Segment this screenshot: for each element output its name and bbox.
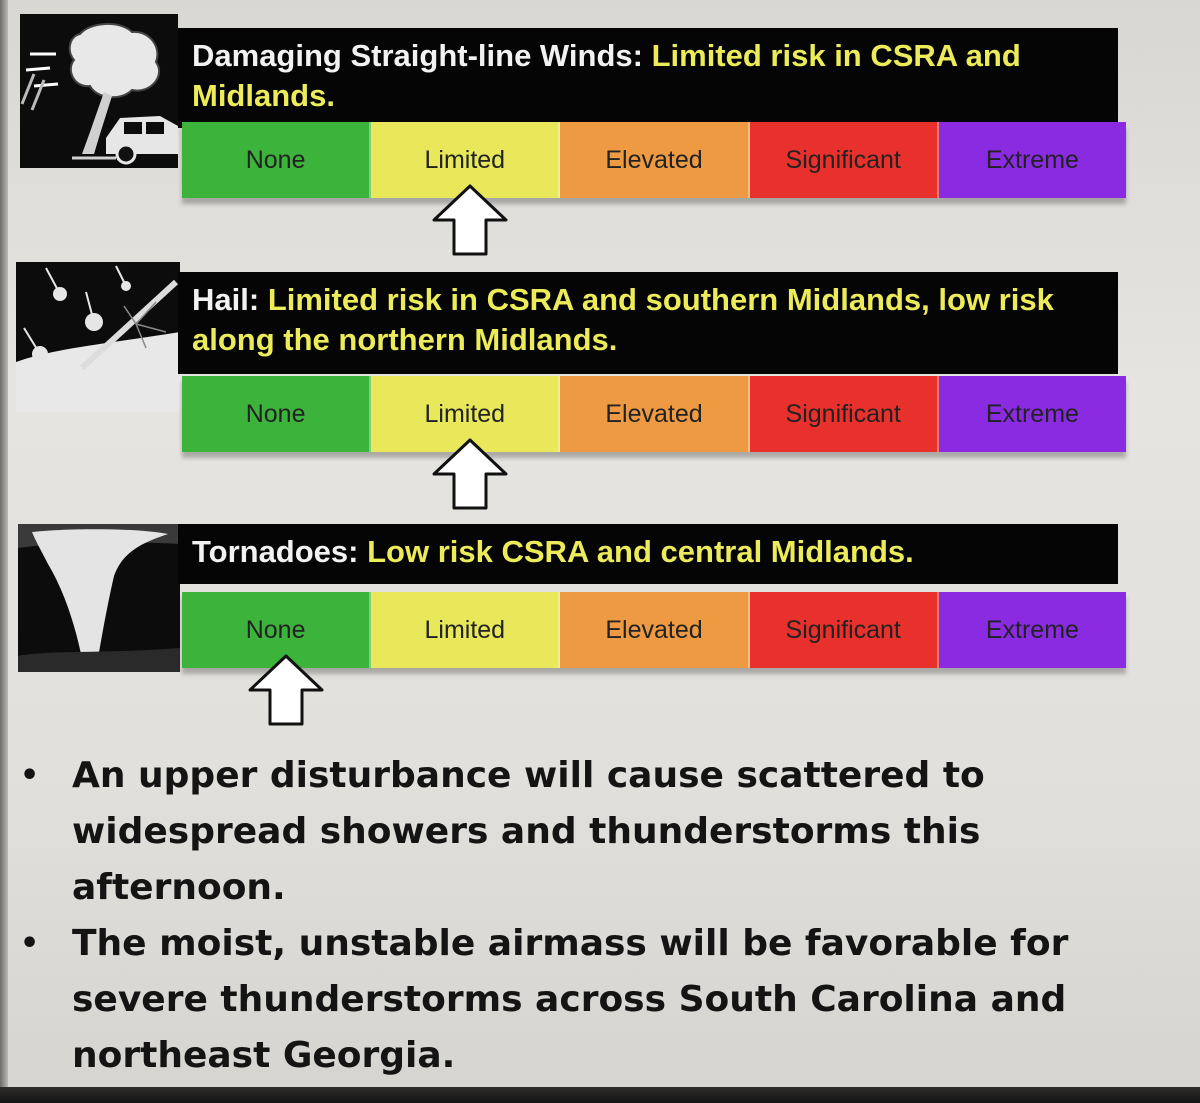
screen-edge (0, 0, 8, 1103)
bullet-dot-icon: • (20, 758, 40, 793)
wind-level-significant: Significant (750, 122, 939, 198)
wind-tree-car-icon (20, 14, 178, 168)
hail-level-significant: Significant (750, 376, 939, 452)
hail-indicator-arrow-icon (430, 436, 510, 512)
wind-level-elevated: Elevated (560, 122, 749, 198)
wind-risk-scale (182, 122, 1126, 198)
wind-header (178, 28, 1118, 128)
tornado-level-significant: Significant (750, 592, 939, 668)
bullet-item (18, 916, 1138, 1084)
bullet-dot-icon: • (20, 926, 40, 961)
tornado-level-extreme: Extreme (939, 592, 1126, 668)
wind-level-none: None (182, 122, 371, 198)
tornado-hazard-label: Tornadoes: (192, 534, 359, 569)
tornado-detail: Low risk CSRA and central Midlands. (367, 534, 914, 569)
summary-bullets (18, 748, 1138, 1084)
hail-risk-scale (182, 376, 1126, 452)
hail-level-limited: Limited (371, 376, 560, 452)
hail-windshield-icon (16, 262, 180, 412)
hail-level-extreme: Extreme (939, 376, 1126, 452)
wind-indicator-arrow-icon (430, 182, 510, 258)
hail-hazard-label: Hail: (192, 282, 260, 317)
hail-header (178, 272, 1118, 374)
wind-level-extreme: Extreme (939, 122, 1126, 198)
bullet-item (18, 748, 1138, 916)
wind-level-limited: Limited (371, 122, 560, 198)
tornado-level-none: None (182, 592, 371, 668)
hail-level-elevated: Elevated (560, 376, 749, 452)
monitor-bezel (0, 1087, 1200, 1103)
wind-detail: Limited risk in CSRA and Midlands. (192, 38, 1021, 113)
bullet-text: The moist, unstable airmass will be favorable for severe thunderstorms across South Carolina and northeast Georgia. (72, 923, 1069, 1076)
tornado-icon (18, 524, 180, 672)
hail-detail: Limited risk in CSRA and southern Midlands, low risk along the northern Midlands. (192, 282, 1054, 357)
tornado-header (178, 524, 1118, 584)
tornado-level-elevated: Elevated (560, 592, 749, 668)
tornado-indicator-arrow-icon (246, 652, 326, 728)
bullet-text: An upper disturbance will cause scattered to widespread showers and thunderstorms this afternoon. (72, 755, 985, 908)
wind-hazard-label: Damaging Straight-line Winds: (192, 38, 643, 73)
tornado-level-limited: Limited (371, 592, 560, 668)
hail-level-none: None (182, 376, 371, 452)
